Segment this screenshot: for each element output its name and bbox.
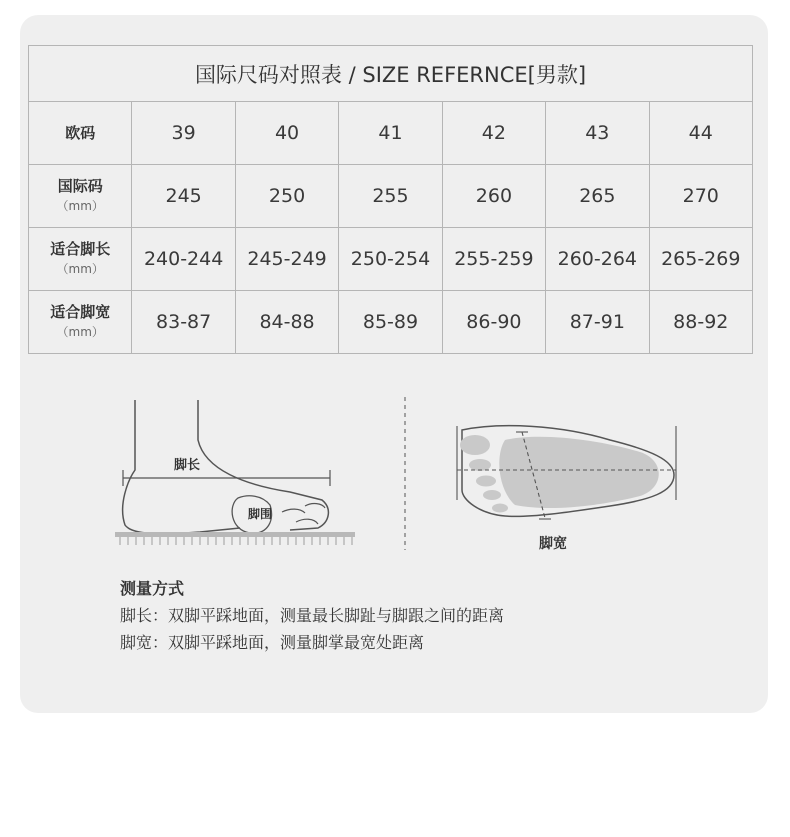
side-length-label: 脚长: [173, 458, 201, 473]
table-cell: 44: [649, 102, 752, 165]
table-cell: 245-249: [235, 228, 338, 291]
side-foot-illustration: [123, 400, 329, 534]
table-cell: 260: [442, 165, 545, 228]
table-cell: 270: [649, 165, 752, 228]
table-cell: 250-254: [339, 228, 442, 291]
sole-foot-illustration: [460, 426, 674, 517]
ground-ruler: [115, 532, 355, 545]
row-label: 欧码: [65, 124, 96, 142]
table-title: 国际尺码对照表 / SIZE REFERNCE[男款]: [29, 46, 753, 102]
table-cell: 85-89: [339, 291, 442, 354]
row-unit: （mm）: [56, 262, 104, 276]
row-unit: （mm）: [56, 325, 104, 339]
table-cell: 39: [132, 102, 235, 165]
table-cell: 86-90: [442, 291, 545, 354]
table-cell: 265: [546, 165, 649, 228]
row-unit: （mm）: [56, 199, 104, 213]
table-cell: 255-259: [442, 228, 545, 291]
measurement-method: [120, 575, 504, 656]
row-label: 适合脚长: [50, 240, 111, 258]
table-cell: 87-91: [546, 291, 649, 354]
table-cell: 40: [235, 102, 338, 165]
sole-width-label: 脚宽: [539, 536, 567, 552]
row-label: 国际码: [57, 177, 103, 195]
table-cell: 245: [132, 165, 235, 228]
table-cell: 250: [235, 165, 338, 228]
side-girth-label: 脚围: [247, 507, 273, 521]
row-label: 适合脚宽: [50, 303, 111, 321]
table-cell: 84-88: [235, 291, 338, 354]
table-cell: 240-244: [132, 228, 235, 291]
table-cell: 88-92: [649, 291, 752, 354]
method-title: 测量方式: [120, 579, 185, 598]
method-line: 脚长：双脚平踩地面，测量最长脚趾与脚跟之间的距离: [120, 606, 505, 625]
table-cell: 42: [442, 102, 545, 165]
method-line: 脚宽：双脚平踩地面，测量脚掌最宽处距离: [120, 633, 425, 652]
table-cell: 265-269: [649, 228, 752, 291]
table-cell: 43: [546, 102, 649, 165]
table-cell: 255: [339, 165, 442, 228]
table-cell: 83-87: [132, 291, 235, 354]
table-cell: 260-264: [546, 228, 649, 291]
table-cell: 41: [339, 102, 442, 165]
